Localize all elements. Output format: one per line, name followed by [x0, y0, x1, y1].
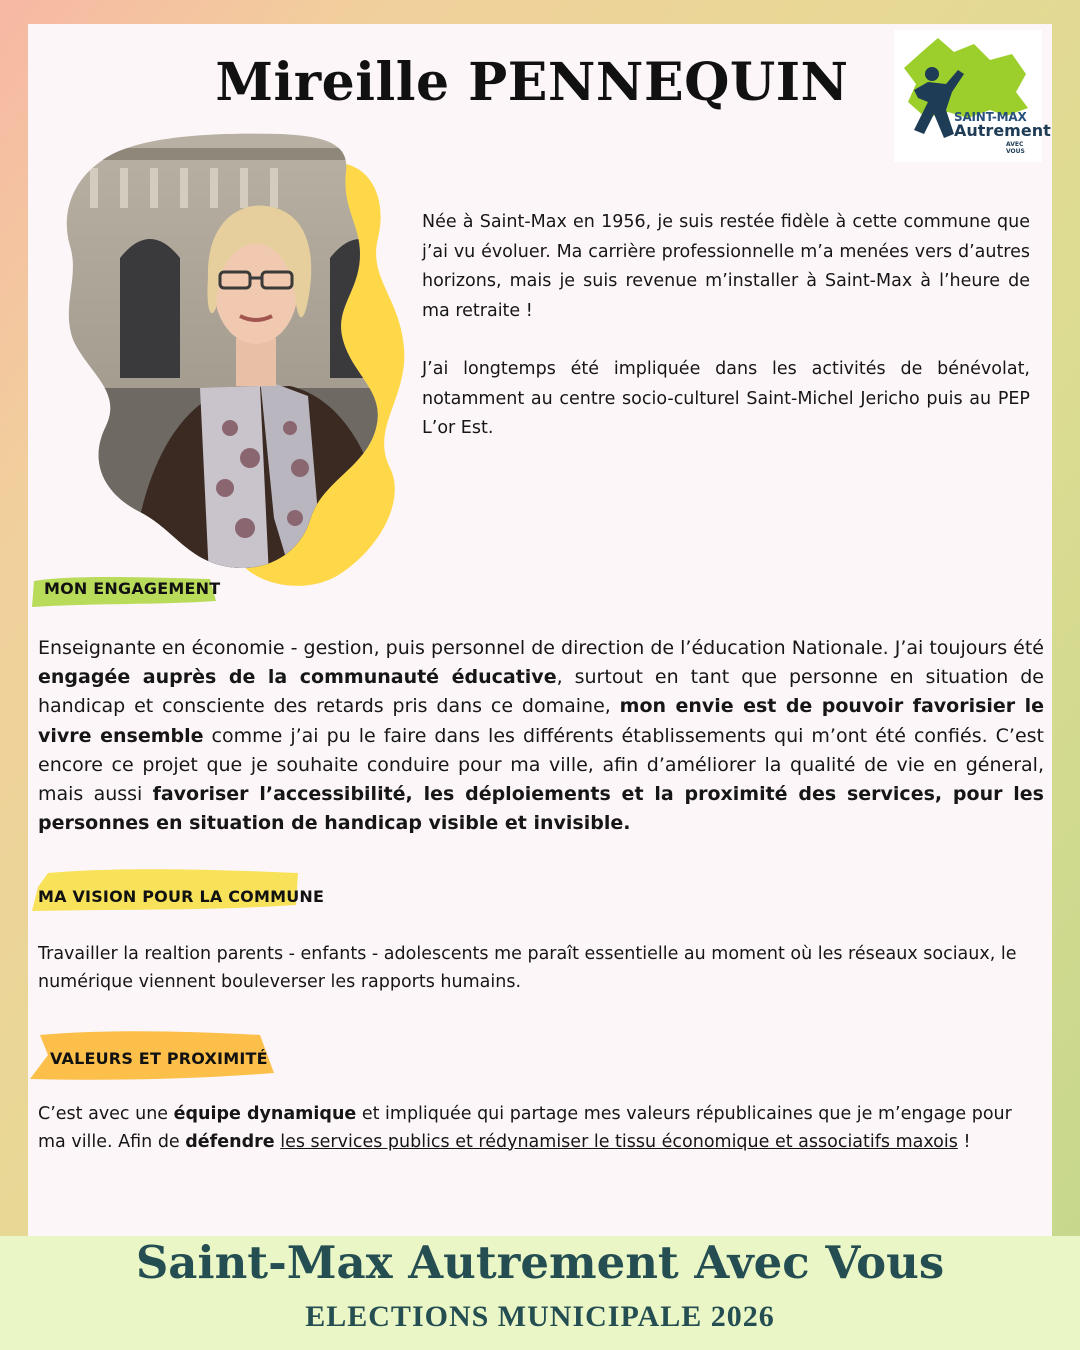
- engagement-text: Enseignante en économie - gestion, puis personnel de direction de l’éducation Nationale. J’ai toujours été engagée auprès de la communauté éducative, surtout en tant que personne en situation de handicap et consciente des retards pris dans ce domaine, mon envie est de pouvoir favorisier le vivre ensemble comme j’ai pu le faire dans les différents établissements qui m’ont été confiés. C’est encore ce projet que je souhaite conduire pour ma ville, afin d’améliorer la qualité de vie en géneral, mais aussi favoriser l’accessibilité, les déploiements et la proximité des services, pour les personnes en situation de handicap visible et invisible.: [38, 637, 1045, 835]
- intro-paragraph-1: Née à Saint-Max en 1956, je suis restée fidèle à cette commune que j’ai vu évoluer. Ma carrière professionnelle m’a menées vers d’autres horizons, mais je suis revenue m’installer à Saint-Max à l’heure de ma retraite !: [422, 212, 1030, 321]
- logo-text-main: Autrement: [954, 121, 1051, 140]
- intro-paragraph-2: J’ai longtemps été impliquée dans les activités de bénévolat, notamment au centre socio-culturel Saint-Michel Jericho puis au PEP L’or Est.: [422, 359, 1030, 438]
- logo-text-sub: AVEC VOUS: [1006, 141, 1025, 155]
- valeurs-heading: VALEURS ET PROXIMITÉ: [50, 1049, 268, 1068]
- footer-title: Saint-Max Autrement Avec Vous: [135, 1236, 945, 1289]
- vision-text: Travailler la realtion parents - enfants - adolescents me paraît essentielle au moment où les réseaux sociaux, le numérique viennent bouleverser les rapports humains.: [38, 944, 1017, 992]
- valeurs-text: C’est avec une équipe dynamique et impliquée qui partage mes valeurs républicaines que je m’engage pour ma ville. Afin de défendre les services publics et rédynamiser le tissu économique et associatifs maxois !: [38, 1104, 1012, 1152]
- engagement-heading: MON ENGAGEMENT: [44, 579, 220, 598]
- candidate-name: Mireille PENNEQUIN: [215, 52, 849, 113]
- party-logo: [894, 30, 1051, 162]
- intro-block: [422, 208, 1030, 473]
- footer-subtitle: ELECTIONS MUNICIPALE 2026: [305, 1300, 775, 1333]
- candidate-portrait: [60, 128, 420, 598]
- services-link: les services publics et rédynamiser le tissu économique et associatifs maxois: [280, 1131, 958, 1152]
- logo-text-top: SAINT-MAX: [954, 110, 1027, 124]
- vision-heading: MA VISION POUR LA COMMUNE: [38, 887, 324, 906]
